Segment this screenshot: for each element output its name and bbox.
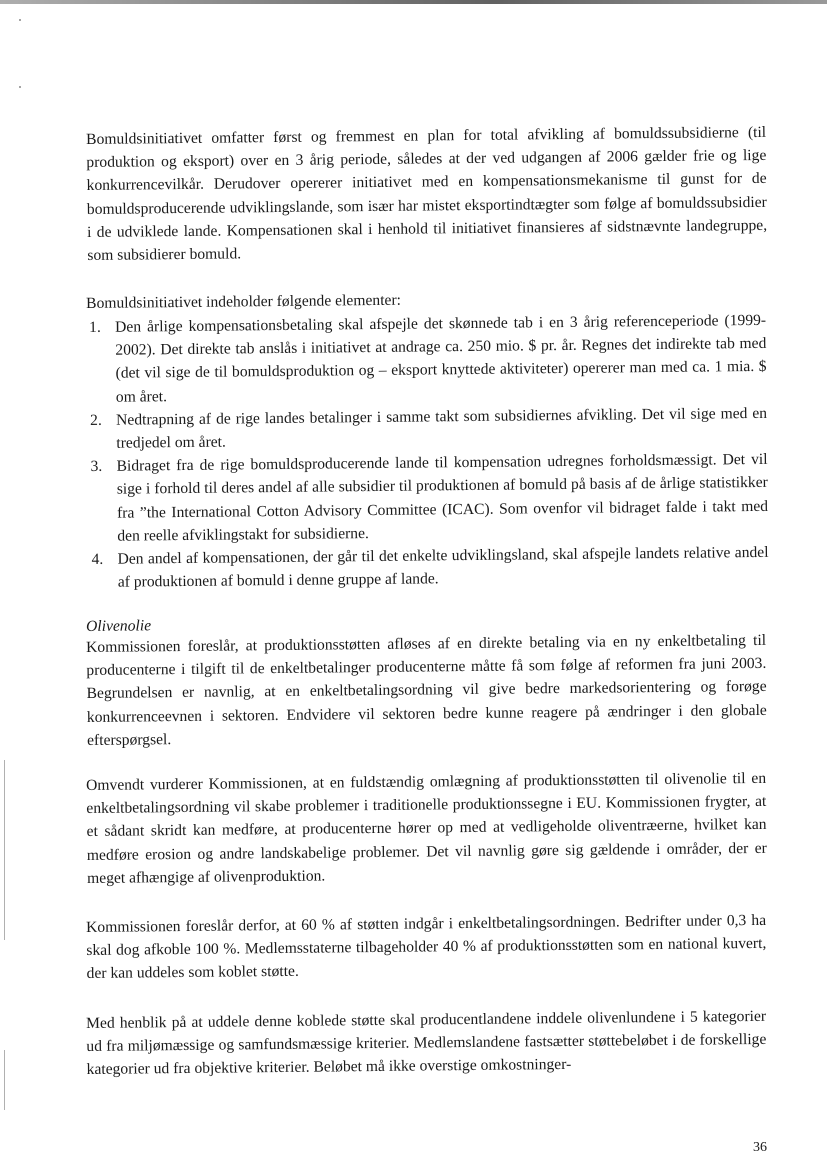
page-number: 36 bbox=[753, 1140, 767, 1155]
scan-top-border bbox=[0, 0, 827, 4]
list-item-number: 3. bbox=[90, 458, 103, 476]
list-item-number: 2. bbox=[90, 411, 102, 429]
list-item bbox=[87, 402, 767, 456]
scan-left-edge bbox=[4, 1050, 5, 1110]
list-item bbox=[87, 448, 768, 548]
elements-list bbox=[86, 309, 769, 595]
list-item-text: Den årlige kompensationsbetaling skal afspejle det skønnede tab i en 3 årig referenceperiode (1999-2002). Det direkte tab anslås i initiativet at andrage ca. 250 mio. $ pr. år. Regnes det indirekte tab med (det vil sige de til bomuldsproduktion og – eksport knyttede aktiviteter) opererer man med ca. 1 mia. $ om året. bbox=[115, 311, 767, 406]
list-item-number: 4. bbox=[91, 550, 104, 568]
scan-speck bbox=[19, 19, 21, 21]
paragraph-olive-categories: Med henblik på at uddele denne koblede støtte skal producentlandene inddele olivenlundene i 5 kategorier ud fra miljømæssige og samfundsmæssige kriterier. Medlemslandene fastsætter støttebeløbet i de forskellige kategorier ud fra objektive kriterier. Beløbet må ikke overstige omkostninger- bbox=[86, 1007, 767, 1079]
list-item-number: 1. bbox=[89, 318, 101, 336]
paragraph-cotton-initiative: Bomuldsinitiativet omfatter først og fremmest en plan for total afvikling af bomuldssubsidierne (til produktion og eksport) over en 3 årig periode, således at der ved udgangen af 2006 gælder frie og lige konkurrencevilkår. Derudover opererer initiativet med en kompensationsmekanisme til gunst for de bomuldsproducerende udviklingslande, som især har mistet eksportindtægter som følge af bomuldssubsidier i de udviklede lande. Kompensationen skal i henhold til initiativet finansieres af sidstnævnte landegruppe, som subsidierer bomuld. bbox=[86, 123, 768, 265]
scan-left-edge bbox=[4, 760, 5, 940]
scan-speck bbox=[19, 86, 21, 88]
list-item-text: Nedtrapning af de rige landes betalinger i samme takt som subsidiernes afvikling. Det vil sige med en tredjedel om året. bbox=[116, 404, 768, 452]
list-item-text: Den andel af kompensationen, der går til det enkelte udviklingsland, skal afspejle landets relative andel af produktionen af bomuld i denne gruppe af lande. bbox=[117, 543, 769, 591]
paragraph-olive-concerns: Omvendt vurderer Kommissionen, at en fuldstændig omlægning af produktionsstøtten til olivenolie til en enkeltbetalingsordning vil skabe problemer i traditionelle produktionssegne i EU. Kommissionen frygter, at et sådant skridt kan medføre, at producenterne hører op med at vedligeholde oliventræerne, hvilket kan medføre erosion og andre landskabelige problemer. Det vil navnlig gøre sig gældende i områder, der er meget afhængige af olivenproduktion. bbox=[86, 769, 767, 887]
paragraph-olive-proposal: Kommissionen foreslår, at produktionsstøtten afløses af en direkte betaling via en ny enkeltbetaling til producenterne i tilgift til de enkeltbetalinger producenterne måtte få som følge af reformen fra juni 2003. Begrundelsen er navnlig, at en enkeltbetalingsordning vil give bedre markedsorientering og forøge konkurrenceevnen i sektoren. Endvidere vil sektoren bedre kunne reagere på ændringer i den globale efterspørgsel. bbox=[86, 631, 767, 749]
list-item-text: Bidraget fra de rige bomuldsproducerende lande til kompensation udregnes forholdsmæssigt. Det vil sige i forhold til deres andel af alle subsidier til produktionen af bomuld på basis af de årlige statistikker fra ”the International Cotton Advisory Committee (ICAC). Som ovenfor vil bidraget falde i takt med den reelle afviklingstakt for subsidierne. bbox=[116, 451, 769, 545]
section-heading-olivenolie: Olivenolie bbox=[86, 617, 152, 635]
paragraph-olive-decoupling: Kommissionen foreslår derfor, at 60 % af støtten indgår i enkeltbetalingsordningen. Bedrifter under 0,3 ha skal dog afkoble 100 %. Medlemsstaterne tilbageholder 40 % af produktionsstøtten som en national kuvert, der kan uddeles som koblet støtte. bbox=[86, 911, 767, 983]
list-intro: Bomuldsinitiativet indeholder følgende elementer: bbox=[86, 291, 402, 312]
list-item bbox=[88, 541, 768, 595]
list-item bbox=[86, 309, 767, 409]
